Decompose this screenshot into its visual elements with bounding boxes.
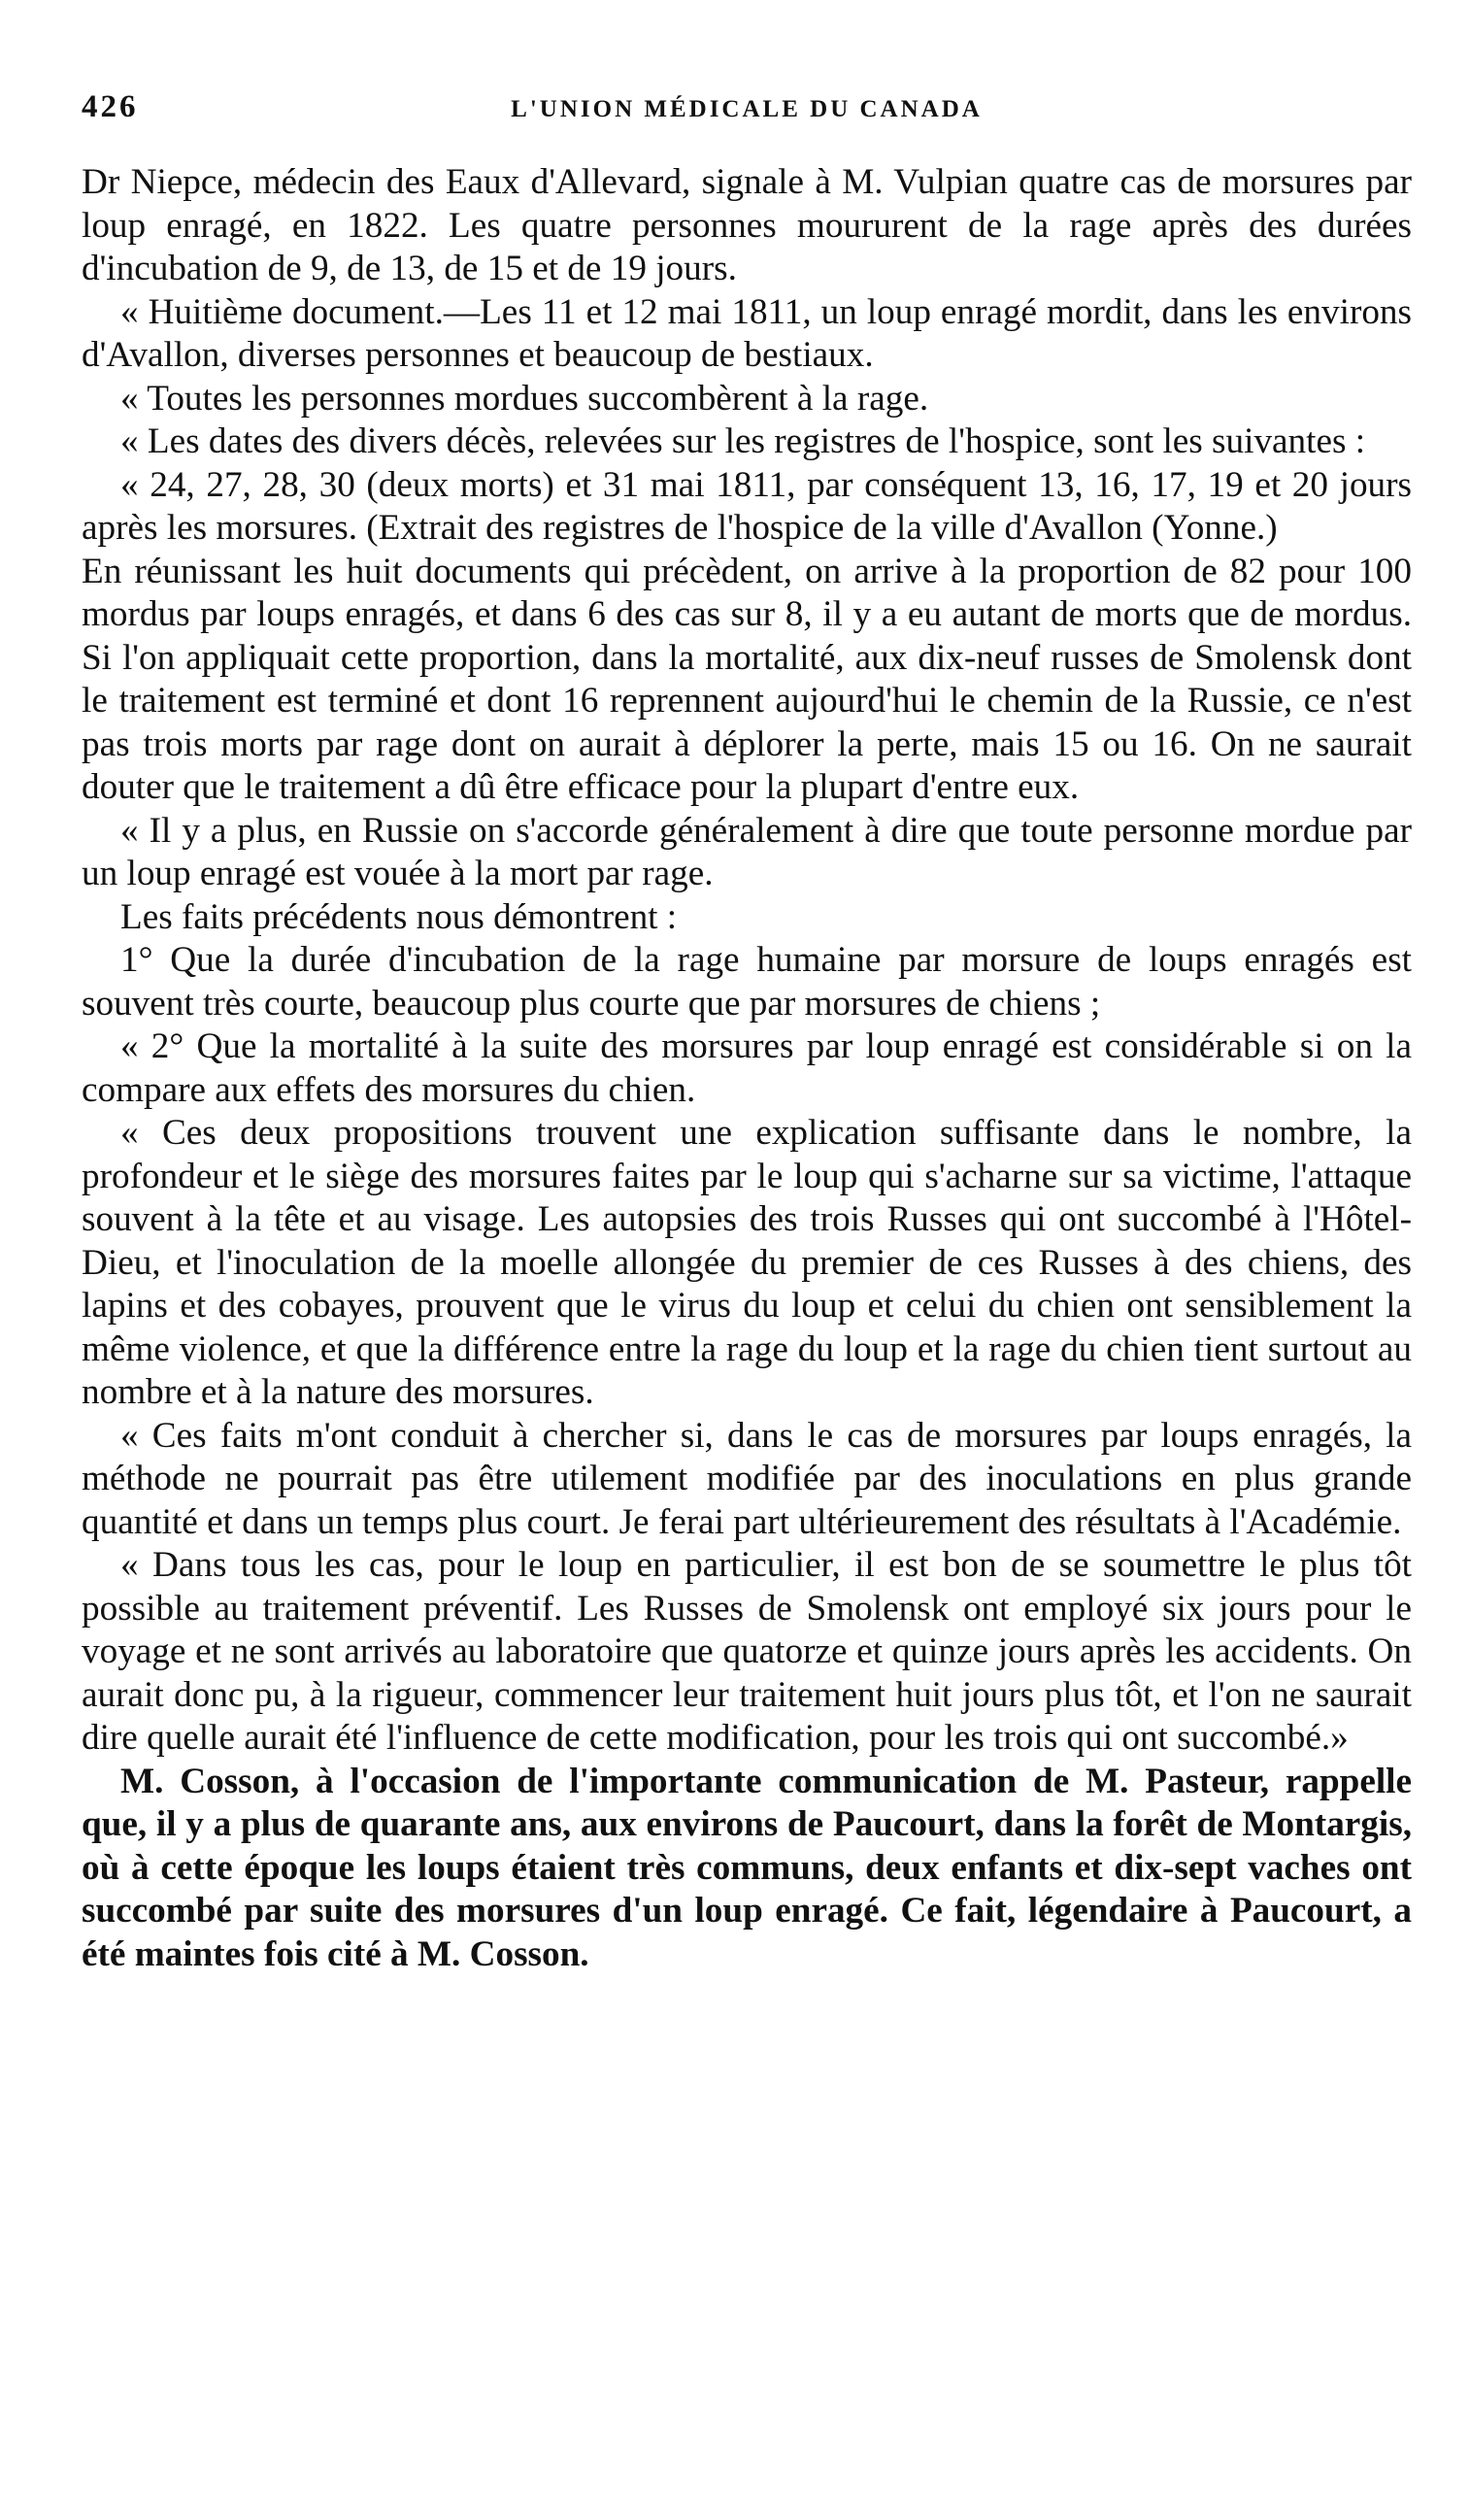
- paragraph: « Il y a plus, en Russie on s'accorde généralement à dire que toute personne mordue par un loup enragé est vouée à la mort par rage.: [82, 810, 1412, 893]
- paragraph: « Les dates des divers décès, relevées sur les registres de l'hospice, sont les suivantes :: [120, 421, 1366, 461]
- paragraph: Dr Niepce, médecin des Eaux d'Allevard, signale à M. Vulpian quatre cas de morsures par loup enragé, en 1822. Les quatre personnes moururent de la rage après des durées d'incubation de 9, de 13, de 15 et de 19 jours.: [82, 162, 1412, 288]
- paragraph: « 2° Que la mortalité à la suite des morsures par loup enragé est considérable si on la compare aux effets des morsures du chien.: [82, 1026, 1412, 1110]
- paragraph: « Ces deux propositions trouvent une explication suffisante dans le nombre, la profondeur et le siège des morsures faites par le loup qui s'acharne sur sa victime, l'attaque souvent à la tête et au visage. Les autopsies des trois Russes qui ont succombé à l'Hôtel-Dieu, et l'inoculation de la moelle allongée du premier de ces Russes à des chiens, des lapins et des cobayes, prouvent que le virus du loup et celui du chien ont sensiblement la même violence, et que la différence entre la rage du loup et la rage du chien tient surtout au nombre et à la nature des morsures.: [82, 1113, 1412, 1412]
- page-header: [82, 89, 1412, 161]
- paragraph: « 24, 27, 28, 30 (deux morts) et 31 mai 1811, par conséquent 13, 16, 17, 19 et 20 jours après les morsures. (Extrait des registres de l'hospice de la ville d'Avallon (Yonne.): [82, 464, 1412, 548]
- article-body: [82, 161, 1412, 1976]
- paragraph: « Ces faits m'ont conduit à chercher si, dans le cas de morsures par loups enragés, la méthode ne pourrait pas être utilement modifiée par des inoculations en plus grande quantité et dans un temps plus court. Je ferai part ultérieurement des résultats à l'Académie.: [82, 1415, 1412, 1542]
- page-number: 426: [82, 89, 139, 124]
- paragraph: « Dans tous les cas, pour le loup en particulier, il est bon de se soumettre le plus tôt possible au traitement préventif. Les Russes de Smolensk ont employé six jours pour le voyage et ne sont arrivés au laboratoire que quatorze et quinze jours après les accidents. On aurait donc pu, à la rigueur, commencer leur traitement huit jours plus tôt, et l'on ne saurait dire quelle aurait été l'influence de cette modification, pour les trois qui ont succombé.»: [82, 1545, 1412, 1758]
- paragraph: Les faits précédents nous démontrent :: [120, 896, 678, 937]
- paragraph: « Huitième document.—Les 11 et 12 mai 1811, un loup enragé mordit, dans les environs d'Avallon, diverses personnes et beaucoup de bestiaux.: [82, 291, 1412, 375]
- running-title: L'UNION MÉDICALE DU CANADA: [511, 96, 983, 122]
- paragraph: « Toutes les personnes mordues succombèrent à la rage.: [120, 378, 929, 419]
- paragraph: M. Cosson, à l'occasion de l'importante communication de M. Pasteur, rappelle que, il y a plus de quarante ans, aux environs de Paucourt, dans la forêt de Montargis, où à cette époque les loups étaient très communs, deux enfants et dix-sept vaches ont succombé par suite des morsures d'un loup enragé. Ce fait, légendaire à Paucourt, a été maintes fois cité à M. Cosson.: [82, 1761, 1412, 1974]
- paragraph: 1° Que la durée d'incubation de la rage humaine par morsure de loups enragés est souvent très courte, beaucoup plus courte que par morsures de chiens ;: [82, 940, 1412, 1024]
- paragraph: En réunissant les huit documents qui précèdent, on arrive à la proportion de 82 pour 100 mordus par loups enragés, et dans 6 des cas sur 8, il y a eu autant de morts que de mordus. Si l'on appliquait cette proportion, dans la mortalité, aux dix-neuf russes de Smolensk dont le traitement est terminé et dont 16 reprennent aujourd'hui le chemin de la Russie, ce n'est pas trois morts par rage dont on aurait à déplorer la perte, mais 15 ou 16. On ne saurait douter que le traitement a dû être efficace pour la plupart d'entre eux.: [82, 551, 1412, 807]
